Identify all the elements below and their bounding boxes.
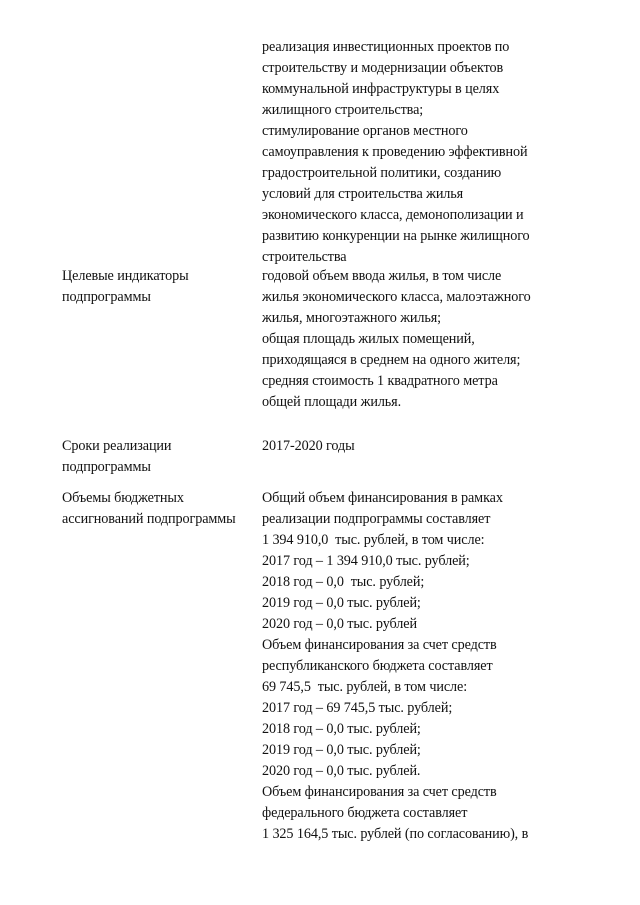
row-value-line: общая площадь жилых помещений, (262, 331, 475, 347)
row-value-line: коммунальной инфраструктуры в целях (262, 81, 500, 97)
row-value-line: Объем финансирования за счет средств (262, 784, 497, 800)
row-value-line: 2019 год – 0,0 тыс. рублей; (262, 742, 421, 758)
row-value-line: общей площади жилья. (262, 394, 402, 410)
row-value-line: реализация инвестиционных проектов по (262, 39, 510, 55)
row-value-line: годовой объем ввода жилья, в том числе (262, 268, 502, 284)
row-value-line: 69 745,5 тыс. рублей, в том числе: (262, 679, 468, 695)
row-value-line: Объем финансирования за счет средств (262, 637, 497, 653)
row-value-line: 2018 год – 0,0 тыс. рублей; (262, 721, 421, 737)
row-value-line: федерального бюджета составляет (262, 805, 468, 821)
row-value-line: 2020 год – 0,0 тыс. рублей. (262, 763, 421, 779)
row-value-line: 2017 год – 1 394 910,0 тыс. рублей; (262, 553, 470, 569)
row-value-line: 2017-2020 годы (262, 438, 355, 454)
row-value-line: 2017 год – 69 745,5 тыс. рублей; (262, 700, 453, 716)
row-value-line: 2018 год – 0,0 тыс. рублей; (262, 574, 425, 590)
row-label-line: подпрограммы (62, 459, 151, 475)
row-value-line: жилищного строительства; (262, 102, 424, 118)
row-label-line: ассигнований подпрограммы (62, 511, 236, 527)
row-value-line: 2019 год – 0,0 тыс. рублей; (262, 595, 421, 611)
row-value-line: развитию конкуренции на рынке жилищного (262, 228, 530, 244)
row-value-line: 1 325 164,5 тыс. рублей (по согласованию), в (262, 826, 529, 842)
row-value-line: жилья экономического класса, малоэтажного (262, 289, 531, 305)
row-label-line: Объемы бюджетных (62, 490, 184, 506)
row-label-line: Сроки реализации (62, 438, 172, 454)
row-value-line: Общий объем финансирования в рамках (262, 490, 503, 506)
row-value-line: 1 394 910,0 тыс. рублей, в том числе: (262, 532, 485, 548)
row-value-line: строительства (262, 249, 347, 265)
row-value-line: экономического класса, демонополизации и (262, 207, 524, 223)
row-label-line: подпрограммы (62, 289, 151, 305)
row-value-line: средняя стоимость 1 квадратного метра (262, 373, 498, 389)
row-value-line: жилья, многоэтажного жилья; (262, 310, 442, 326)
row-value-line: 2020 год – 0,0 тыс. рублей (262, 616, 417, 632)
row-value-line: условий для строительства жилья (262, 186, 464, 202)
row-label-line: Целевые индикаторы (62, 268, 189, 284)
row-value-line: самоуправления к проведению эффективной (262, 144, 528, 160)
row-value-line: республиканского бюджета составляет (262, 658, 493, 674)
row-value-line: реализации подпрограммы составляет (262, 511, 491, 527)
row-value-line: строительству и модернизации объектов (262, 60, 504, 76)
row-value-line: приходящаяся в среднем на одного жителя; (262, 352, 521, 368)
row-value-line: стимулирование органов местного (262, 123, 468, 139)
row-value-line: градостроительной политики, созданию (262, 165, 502, 181)
